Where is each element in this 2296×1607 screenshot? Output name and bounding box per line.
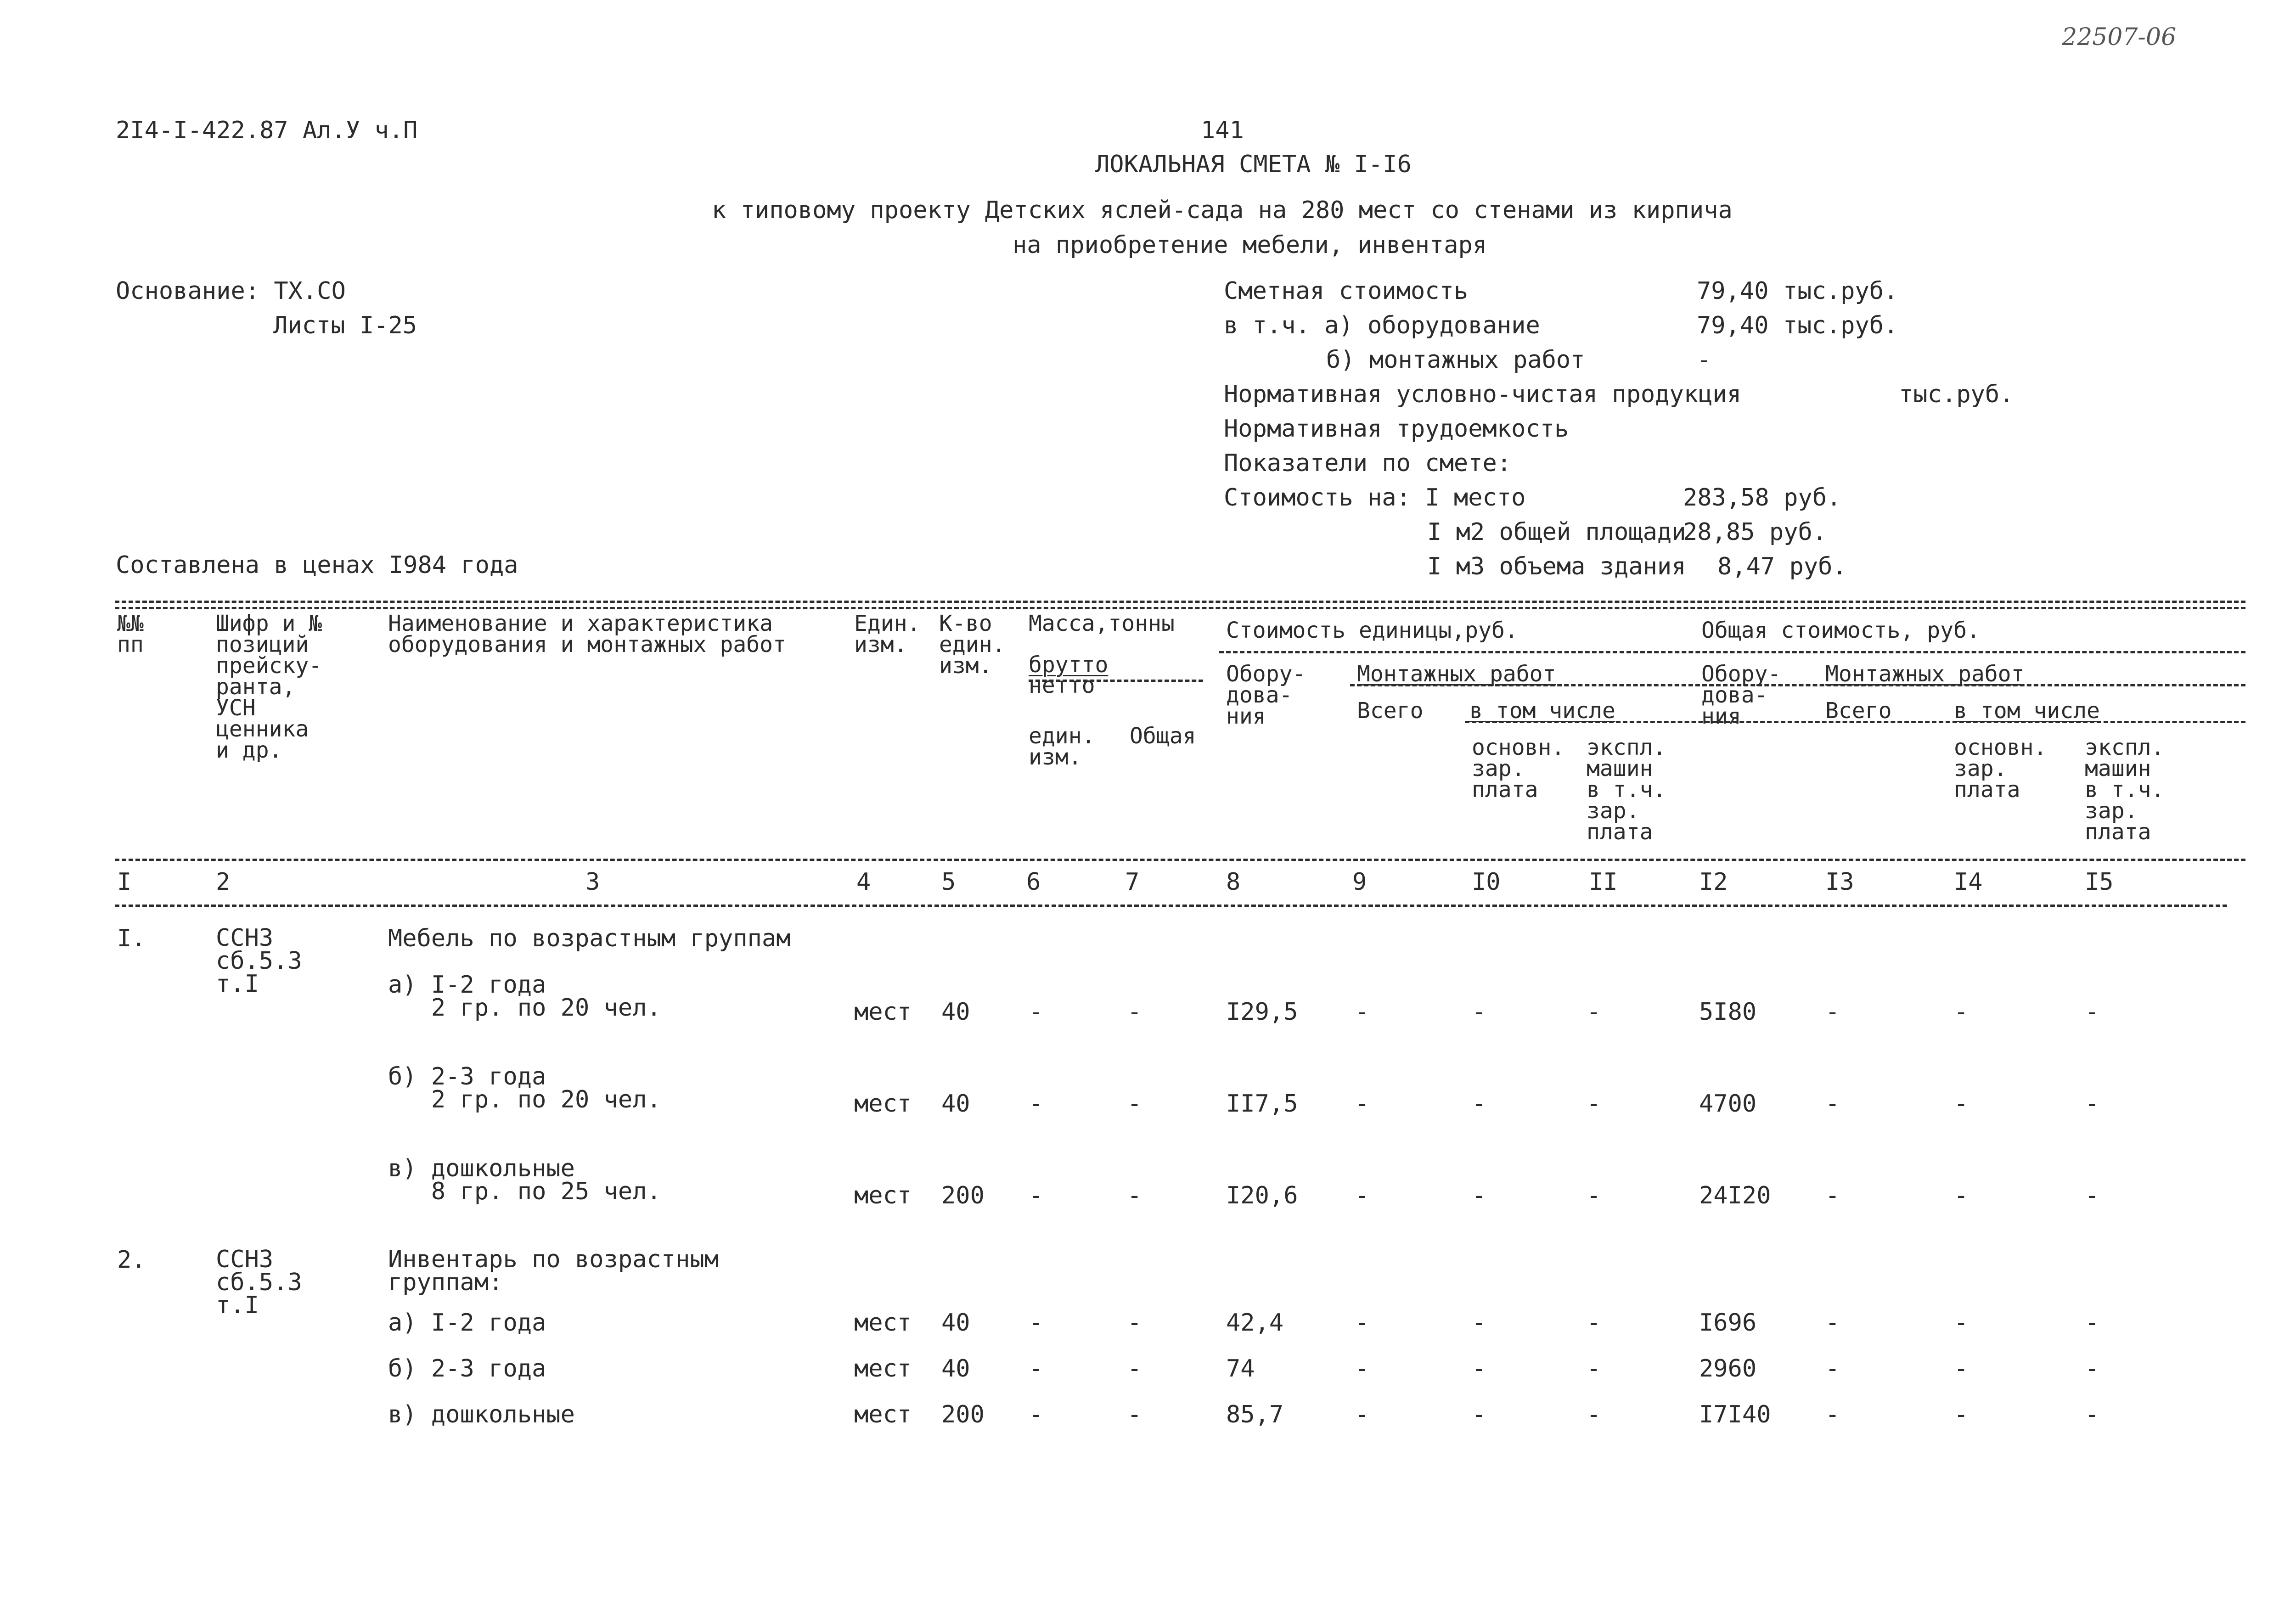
mounting-value: - <box>1697 346 1711 374</box>
row-name: б) 2-3 года <box>388 1355 546 1382</box>
row-unit-wages: - <box>1472 1090 1486 1118</box>
archive-stamp: 22507-06 <box>2062 23 2177 51</box>
row-name: в) дошкольные <box>388 1401 575 1428</box>
per-m2-value: 28,85 руб. <box>1683 518 1827 546</box>
row-unit: мест <box>854 1309 912 1337</box>
row-unit-equip-cost: 85,7 <box>1226 1401 1284 1428</box>
row-total-machines: - <box>2085 998 2099 1026</box>
row-mass-total: - <box>1127 1355 1142 1382</box>
col-header-3: Наименование и характеристика оборудования и монтажных работ <box>388 611 786 657</box>
incl2-header: в том числе <box>1954 698 2100 724</box>
row-unit-machines: - <box>1587 1182 1601 1209</box>
document-code: 2I4-I-422.87 Ал.У ч.П <box>116 117 418 144</box>
equipment-value: 79,40 тыс.руб. <box>1697 312 1898 339</box>
row-mass-unit: - <box>1029 1401 1043 1428</box>
row-total-equip-cost: 5I80 <box>1699 998 1757 1026</box>
row-total-mount: - <box>1825 1355 1840 1382</box>
col-header-11: экспл. машин в т.ч. зар. плата <box>1587 735 1666 845</box>
row-total-mount: - <box>1825 1182 1840 1209</box>
col-number: 6 <box>1026 868 1041 896</box>
row-total-machines: - <box>2085 1309 2099 1337</box>
table-top-rule-1 <box>115 601 2245 603</box>
row-unit-machines: - <box>1587 1309 1601 1337</box>
subtitle-project: к типовому проекту Детских яслей-сада на 280 мест со стенами из кирпича <box>712 197 1733 224</box>
col-number: I2 <box>1699 868 1728 896</box>
col-header-2: Шифр и № позиций прейску- ранта, УСН ценника и др. <box>216 611 322 763</box>
net-product-label: Нормативная условно-чистая продукция <box>1224 381 1742 408</box>
col-number: 2 <box>216 868 231 896</box>
basis-label: Основание: ТХ.СО <box>116 277 346 305</box>
row-mass-total: - <box>1127 998 1142 1026</box>
col-number: II <box>1589 868 1618 896</box>
row-unit: мест <box>854 1090 912 1118</box>
table-top-rule-2 <box>115 607 2245 609</box>
row-unit: мест <box>854 1182 912 1209</box>
row-unit-machines: - <box>1587 998 1601 1026</box>
col-header-1: №№ пп <box>117 611 144 657</box>
row-mass-unit: - <box>1029 998 1043 1026</box>
row-mass-total: - <box>1127 1401 1142 1428</box>
row-total-equip-cost: 24I20 <box>1699 1182 1771 1209</box>
total-cost-header: Общая стоимость, руб. <box>1701 618 1980 643</box>
row-unit-mount-total: - <box>1355 998 1369 1026</box>
col-number: 3 <box>585 868 600 896</box>
section-title: Мебель по возрастным группам <box>388 925 791 952</box>
col-header-6: един. изм. <box>1029 723 1095 770</box>
row-unit-equip-cost: I29,5 <box>1226 998 1298 1026</box>
row-qty: 40 <box>941 1090 970 1118</box>
cost-group-rule <box>1219 651 2245 653</box>
row-qty: 200 <box>941 1401 985 1428</box>
row-unit-mount-total: - <box>1355 1182 1369 1209</box>
mount2-header: Монтажных работ <box>1825 661 2025 687</box>
row-unit-wages: - <box>1472 1309 1486 1337</box>
page-number: 141 <box>1201 117 1244 144</box>
row-mass-total: - <box>1127 1309 1142 1337</box>
col-number: I5 <box>2085 868 2114 896</box>
row-total-equip-cost: 4700 <box>1699 1090 1757 1118</box>
unit-cost-header: Стоимость единицы,руб. <box>1226 618 1518 643</box>
row-mass-unit: - <box>1029 1355 1043 1382</box>
row-total-wages: - <box>1954 1309 1969 1337</box>
row-unit-equip-cost: 74 <box>1226 1355 1255 1382</box>
row-total-equip-cost: I7I40 <box>1699 1401 1771 1428</box>
estimate-title: ЛОКАЛЬНАЯ СМЕТА № I-I6 <box>1095 151 1412 178</box>
row-name: а) I-2 года 2 гр. по 20 чел. <box>388 971 661 1022</box>
row-total-wages: - <box>1954 1090 1969 1118</box>
row-total-machines: - <box>2085 1090 2099 1118</box>
col-header-15: экспл. машин в т.ч. зар. плата <box>2085 735 2165 845</box>
row-qty: 40 <box>941 998 970 1026</box>
row-qty: 40 <box>941 1309 970 1337</box>
row-total-mount: - <box>1825 1309 1840 1337</box>
col-header-12: Обору- дова- ния <box>1701 661 1781 729</box>
row-unit: мест <box>854 998 912 1026</box>
col-header-7: Общая <box>1130 723 1196 749</box>
row-unit: мест <box>854 1401 912 1428</box>
section-code: ССНЗ сб.5.3 т.I <box>216 1246 302 1319</box>
incl-header: в том числе <box>1469 698 1615 724</box>
per-m3-label: I м3 объема здания <box>1427 553 1686 580</box>
row-total-mount: - <box>1825 1090 1840 1118</box>
mounting-label: б) монтажных работ <box>1326 346 1585 374</box>
col-header-10: основн. зар. плата <box>1472 735 1565 803</box>
colnum-bottom-rule <box>115 905 2227 907</box>
row-mass-unit: - <box>1029 1090 1043 1118</box>
col-number: I <box>117 868 132 896</box>
row-mass-unit: - <box>1029 1182 1043 1209</box>
per-place-label: Стоимость на: I место <box>1224 484 1526 511</box>
row-unit-machines: - <box>1587 1355 1601 1382</box>
row-total-machines: - <box>2085 1182 2099 1209</box>
section-number: 2. <box>117 1246 146 1274</box>
row-unit-mount-total: - <box>1355 1309 1369 1337</box>
row-unit-mount-total: - <box>1355 1401 1369 1428</box>
row-unit-equip-cost: I20,6 <box>1226 1182 1298 1209</box>
row-total-machines: - <box>2085 1355 2099 1382</box>
col-number: I3 <box>1825 868 1854 896</box>
row-unit-wages: - <box>1472 1355 1486 1382</box>
row-total-mount: - <box>1825 998 1840 1026</box>
col-header-8: Обору- дова- ния <box>1226 661 1306 729</box>
basis-sheets: Листы I-25 <box>273 312 417 339</box>
row-total-wages: - <box>1954 998 1969 1026</box>
col-header-5: К-во един. изм. <box>939 611 1006 679</box>
col-number: 5 <box>941 868 956 896</box>
row-qty: 40 <box>941 1355 970 1382</box>
row-name: в) дошкольные 8 гр. по 25 чел. <box>388 1155 661 1205</box>
row-mass-total: - <box>1127 1182 1142 1209</box>
net-product-value: тыс.руб. <box>1899 381 2014 408</box>
indicators-label: Показатели по смете: <box>1224 450 1512 477</box>
row-total-equip-cost: 2960 <box>1699 1355 1757 1382</box>
row-total-wages: - <box>1954 1401 1969 1428</box>
col-number: 7 <box>1125 868 1140 896</box>
mass-netto: нетто <box>1029 673 1095 698</box>
col-header-13: Всего <box>1825 698 1892 724</box>
section-code: ССНЗ сб.5.3 т.I <box>216 924 302 998</box>
row-total-equip-cost: I696 <box>1699 1309 1757 1337</box>
estimated-cost-value: 79,40 тыс.руб. <box>1697 277 1898 305</box>
row-unit-wages: - <box>1472 998 1486 1026</box>
mass-header: Масса,тонны <box>1029 611 1175 636</box>
mount-header: Монтажных работ <box>1357 661 1556 687</box>
row-unit-equip-cost: 42,4 <box>1226 1309 1284 1337</box>
row-unit-machines: - <box>1587 1090 1601 1118</box>
per-place-value: 283,58 руб. <box>1683 484 1841 511</box>
col-number: 4 <box>856 868 871 896</box>
row-total-mount: - <box>1825 1401 1840 1428</box>
row-mass-total: - <box>1127 1090 1142 1118</box>
row-unit: мест <box>854 1355 912 1382</box>
row-unit-wages: - <box>1472 1182 1486 1209</box>
section-number: I. <box>117 925 146 952</box>
col-number: 8 <box>1226 868 1241 896</box>
section-title: Инвентарь по возрастным группам: <box>388 1246 719 1296</box>
row-unit-mount-total: - <box>1355 1355 1369 1382</box>
row-name: а) I-2 года <box>388 1309 546 1337</box>
row-mass-unit: - <box>1029 1309 1043 1337</box>
row-name: б) 2-3 года 2 гр. по 20 чел. <box>388 1063 661 1113</box>
labor-label: Нормативная трудоемкость <box>1224 415 1569 443</box>
row-unit-equip-cost: II7,5 <box>1226 1090 1298 1118</box>
col-header-14: основн. зар. плата <box>1954 735 2047 803</box>
row-total-wages: - <box>1954 1355 1969 1382</box>
col-number: I4 <box>1954 868 1983 896</box>
estimated-cost-label: Сметная стоимость <box>1224 277 1469 305</box>
per-m3-value: 8,47 руб. <box>1717 553 1847 580</box>
col-number: 9 <box>1352 868 1367 896</box>
equipment-label: в т.ч. а) оборудование <box>1224 312 1540 339</box>
row-unit-machines: - <box>1587 1401 1601 1428</box>
row-qty: 200 <box>941 1182 985 1209</box>
prices-year: Составлена в ценах I984 года <box>116 551 518 579</box>
col-header-4: Един. изм. <box>854 611 921 657</box>
row-total-wages: - <box>1954 1182 1969 1209</box>
col-number: I0 <box>1472 868 1501 896</box>
subtitle-purpose: на приобретение мебели, инвентаря <box>1013 231 1487 259</box>
row-total-machines: - <box>2085 1401 2099 1428</box>
mass-brutto: брутто <box>1029 652 1109 678</box>
header-bottom-rule <box>115 859 2245 861</box>
row-unit-wages: - <box>1472 1401 1486 1428</box>
per-m2-label: I м2 общей площади <box>1427 518 1686 546</box>
row-unit-mount-total: - <box>1355 1090 1369 1118</box>
col-header-9: Всего <box>1357 698 1424 724</box>
